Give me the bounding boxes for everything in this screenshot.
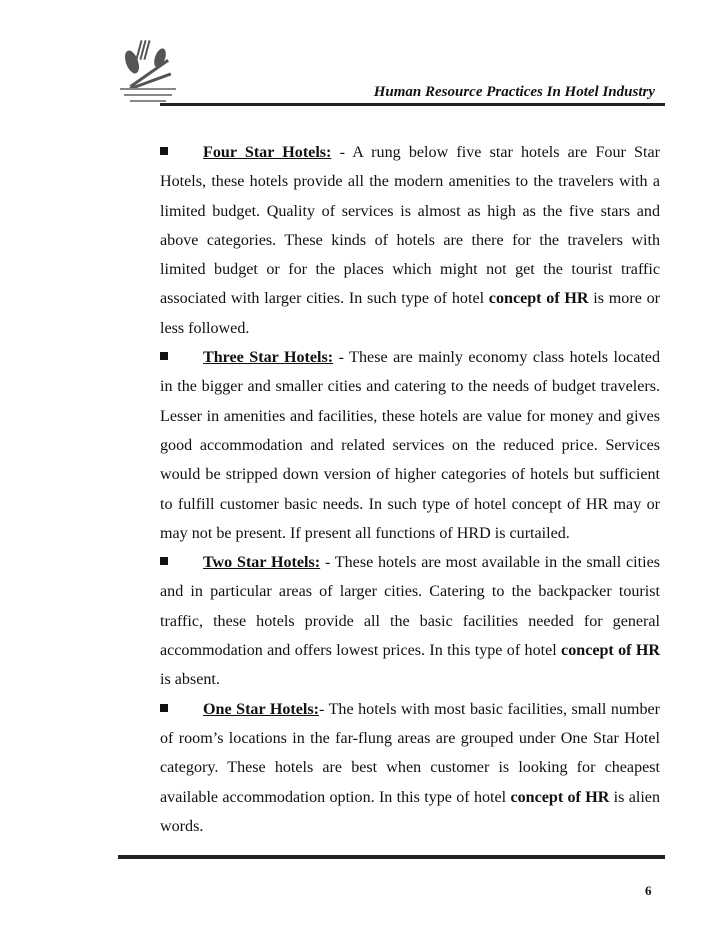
page-content [160,138,660,841]
list-item-bold-text: concept of HR [561,642,660,660]
list-item-text: - The hotels with most basic facilities, small number of room’s locations in the far-flung areas are grouped under One Star Hotel category. These hotels are best when customer is looking for cheapest available accommodation option. In this type of hotel [160,700,660,806]
list-item-text: - These hotels are most available in the small cities and in particular areas of larger cities. Catering to the backpacker tourist traffic, these hotels provide all the basic facilities needed for general accommodation and offers lowest prices. In this type of hotel [160,554,660,660]
bullet-square-icon [160,557,168,565]
page-number: 6 [645,883,652,898]
header-rule [160,103,665,106]
list-item-term: Four Star Hotels: [203,144,332,161]
list-item-text-end: is more or less followed. [160,290,660,337]
list-item-term: Three Star Hotels: [203,349,334,367]
bullet-square-icon [160,704,168,712]
list-item-bold-text: concept of HR [510,788,610,806]
list-item [160,343,660,548]
header-title: Human Resource Practices In Hotel Industry [373,84,655,100]
bullet-square-icon [160,352,168,360]
list-item-term: Two Star Hotels: [203,554,321,572]
footer-rule [118,855,665,859]
bullet-square-icon [160,147,168,155]
list-item [160,548,660,694]
list-item [160,695,660,841]
list-item-text: - These are mainly economy class hotels located in the bigger and smaller cities and catering to the needs of budget travelers. Lesser in amenities and facilities, these hotels are value for money and gives good accommodation and related services on the reduced price. Services would be stripped down version of higher categories of hotels but sufficient to fulfill customer basic needs. In such type of hotel concept of HR may or may not be present. If present all functions of HRD is curtailed. [160,349,660,542]
list-item-text: - A rung below five star hotels are Four Star Hotels, these hotels provide all the modern amenities to the travelers with a limited budget. Quality of services is almost as high as the five stars and above categories. These kinds of hotels are there for the travelers with limited budget or for the places which might not get the tourist traffic associated with larger cities. In such type of hotel [160,144,660,308]
list-item-term: One Star Hotels: [203,700,319,718]
list-item [160,138,660,343]
list-item-bold-text: concept of HR [488,290,589,308]
list-item-text-end: is absent. [160,671,220,689]
list-item-text-end: is alien words. [160,788,660,835]
